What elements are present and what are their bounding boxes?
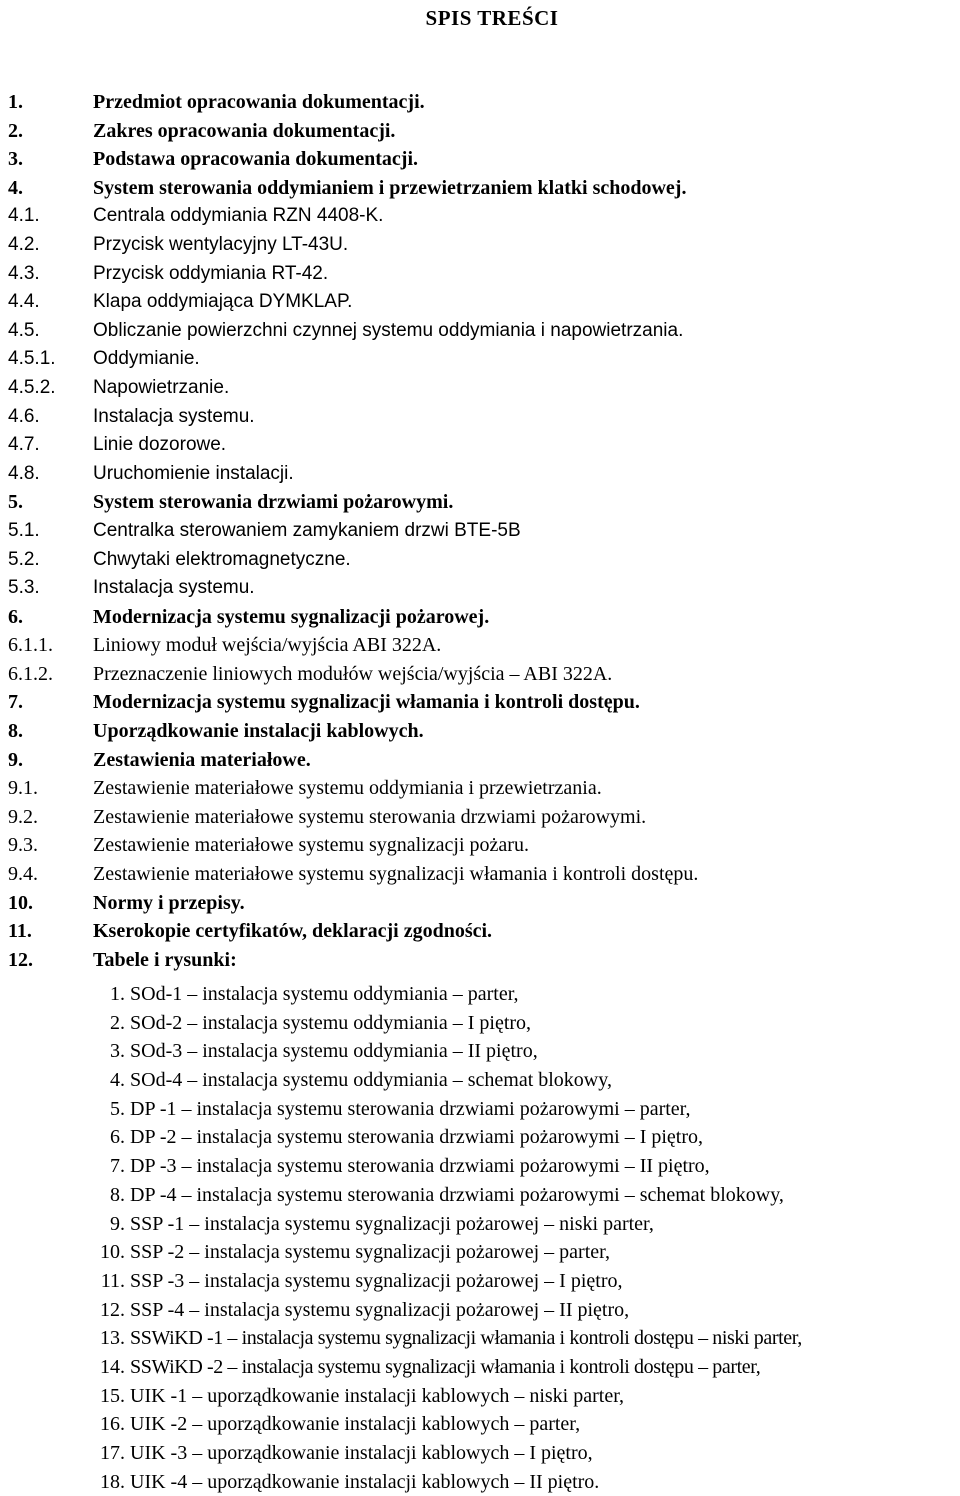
toc-entry [0, 174, 960, 203]
drawing-item [0, 980, 960, 1009]
toc-entry-number: 4.5. [8, 319, 40, 341]
toc-entry-title: Instalacja systemu. [93, 577, 255, 599]
toc-entry [0, 831, 960, 860]
drawing-item [0, 1009, 960, 1038]
toc-entry-title: Oddymianie. [93, 348, 200, 370]
drawing-item [0, 1037, 960, 1066]
toc-entry-title: Obliczanie powierzchni czynnej systemu oddymiania i napowietrzania. [93, 319, 684, 341]
toc-entry-title: Modernizacja systemu sygnalizacji pożarowej. [93, 605, 490, 628]
toc-entry-title: Centrala oddymiania RZN 4408-K. [93, 205, 384, 227]
toc-entry-number: 5.3. [8, 577, 40, 599]
toc-entry-title: Podstawa opracowania dokumentacji. [93, 148, 419, 171]
toc-entry-number: 5.1. [8, 519, 40, 541]
toc-entry [0, 88, 960, 117]
drawing-item [0, 1095, 960, 1124]
toc-entry [0, 746, 960, 775]
toc-entry-title: Zestawienie materiałowe systemu sygnalizacji włamania i kontroli dostępu. [93, 863, 699, 886]
drawing-item-number: 15. [100, 1384, 125, 1407]
drawing-item [0, 1152, 960, 1181]
drawing-item-number: 6. [110, 1126, 125, 1149]
toc-entry-title: System sterowania drzwiami pożarowymi. [93, 491, 454, 514]
toc-entry-title: Przycisk oddymiania RT-42. [93, 262, 329, 284]
toc-entry [0, 288, 960, 317]
drawing-item-number: 12. [100, 1298, 125, 1321]
toc-entry [0, 517, 960, 546]
drawing-item-title: SOd-3 – instalacja systemu oddymiania – II piętro, [130, 1040, 538, 1063]
toc-entry [0, 117, 960, 146]
drawing-item [0, 1468, 960, 1496]
toc-entry [0, 317, 960, 346]
toc-entry-number: 4. [8, 176, 23, 199]
drawing-item-number: 7. [110, 1155, 125, 1178]
toc-entry [0, 631, 960, 660]
drawing-item [0, 1210, 960, 1239]
toc-entry-title: Przedmiot opracowania dokumentacji. [93, 91, 425, 113]
toc-entry-title: Zestawienie materiałowe systemu sterowania drzwiami pożarowymi. [93, 805, 647, 828]
toc-entry-title: Centralka sterowaniem zamykaniem drzwi BTE-5B [93, 519, 521, 541]
drawing-item [0, 1296, 960, 1325]
drawing-item [0, 1410, 960, 1439]
toc-entry [0, 889, 960, 918]
toc-entry [0, 860, 960, 889]
toc-entry-number: 4.7. [8, 434, 40, 456]
drawing-item-title: SSP -4 – instalacja systemu sygnalizacji pożarowej – II piętro, [130, 1298, 630, 1321]
toc-entry-title: Uruchomienie instalacji. [93, 462, 294, 484]
toc-entry-number: 4.6. [8, 405, 40, 427]
toc-entry-number: 8. [8, 720, 23, 743]
toc-entry-title: Przycisk wentylacyjny LT-43U. [93, 233, 349, 255]
drawing-item-number: 17. [100, 1442, 125, 1464]
toc-entry-number: 6.1.2. [8, 662, 53, 685]
table-of-contents [0, 88, 960, 974]
drawing-item-number: 10. [100, 1241, 125, 1264]
toc-entry [0, 431, 960, 460]
toc-entry-number: 6. [8, 605, 23, 628]
toc-entry-title: Uporządkowanie instalacji kablowych. [93, 720, 424, 743]
drawing-item-title: SOd-4 – instalacja systemu oddymiania – schemat blokowy, [130, 1069, 612, 1092]
toc-entry-number: 4.4. [8, 291, 40, 313]
toc-entry [0, 231, 960, 260]
drawing-item-title: DP -1 – instalacja systemu sterowania drzwiami pożarowymi – parter, [130, 1097, 691, 1120]
toc-entry-title: Klapa oddymiająca DYMKLAP. [93, 291, 353, 313]
toc-entry [0, 145, 960, 174]
drawing-item-number: 16. [100, 1413, 125, 1436]
toc-entry [0, 917, 960, 946]
toc-entry-title: Zestawienie materiałowe systemu sygnalizacji pożaru. [93, 834, 529, 857]
toc-entry-title: System sterowania oddymianiem i przewietrzaniem klatki schodowej. [93, 176, 687, 199]
toc-entry [0, 403, 960, 432]
toc-entry-number: 3. [8, 148, 23, 171]
toc-entry [0, 374, 960, 403]
drawing-item-number: 18. [100, 1470, 125, 1493]
toc-entry-title: Przeznaczenie liniowych modułów wejścia/wyjścia – ABI 322A. [93, 662, 613, 685]
toc-entry-number: 4.3. [8, 262, 40, 284]
toc-entry-number: 5. [8, 491, 23, 514]
drawing-item-number: 11. [100, 1269, 125, 1292]
toc-entry [0, 803, 960, 832]
drawing-item [0, 1382, 960, 1411]
drawing-item-title: DP -3 – instalacja systemu sterowania drzwiami pożarowymi – II piętro, [130, 1155, 710, 1178]
toc-entry-number: 11. [8, 920, 32, 943]
toc-entry [0, 946, 960, 975]
toc-entry [0, 688, 960, 717]
toc-entry-title: Modernizacja systemu sygnalizacji włamania i kontroli dostępu. [93, 691, 640, 714]
drawing-item-number: 1. [110, 983, 125, 1005]
toc-entry-number: 9.1. [8, 777, 38, 800]
drawing-item-title: SSP -3 – instalacja systemu sygnalizacji pożarowej – I piętro, [130, 1269, 623, 1292]
toc-entry-number: 9. [8, 748, 23, 771]
toc-entry-number: 9.4. [8, 863, 38, 886]
toc-entry-title: Kserokopie certyfikatów, deklaracji zgodności. [93, 920, 493, 943]
drawing-item-title: DP -2 – instalacja systemu sterowania drzwiami pożarowymi – I piętro, [130, 1126, 703, 1149]
toc-entry-title: Zestawienie materiałowe systemu oddymiania i przewietrzania. [93, 777, 602, 800]
toc-entry-title: Linie dozorowe. [93, 434, 227, 456]
drawing-item [0, 1353, 960, 1382]
toc-entry-title: Chwytaki elektromagnetyczne. [93, 548, 351, 570]
toc-entry-number: 2. [8, 119, 23, 142]
drawing-item-number: 4. [110, 1069, 125, 1092]
drawing-item-title: UIK -2 – uporządkowanie instalacji kablowych – parter, [130, 1413, 581, 1436]
drawing-item-number: 3. [110, 1040, 125, 1063]
toc-entry-title: Zakres opracowania dokumentacji. [93, 119, 396, 142]
toc-entry-title: Napowietrzanie. [93, 376, 230, 398]
toc-entry [0, 774, 960, 803]
toc-entry-number: 7. [8, 691, 23, 714]
toc-entry-number: 4.8. [8, 462, 40, 484]
drawing-item [0, 1181, 960, 1210]
drawing-item-title: DP -4 – instalacja systemu sterowania drzwiami pożarowymi – schemat blokowy, [130, 1183, 784, 1206]
toc-entry [0, 717, 960, 746]
toc-entry [0, 660, 960, 689]
toc-entry-title: Normy i przepisy. [93, 891, 245, 914]
toc-entry-title: Instalacja systemu. [93, 405, 255, 427]
drawing-item [0, 1324, 960, 1353]
toc-entry-number: 9.2. [8, 805, 38, 828]
drawing-item-title: SSWiKD -2 – instalacja systemu sygnalizacji włamania i kontroli dostępu – parter, [130, 1355, 761, 1378]
toc-entry-number: 4.5.2. [8, 376, 56, 398]
toc-entry [0, 574, 960, 603]
drawing-item-number: 5. [110, 1097, 125, 1120]
drawing-item-title: SSP -1 – instalacja systemu sygnalizacji pożarowej – niski parter, [130, 1212, 654, 1235]
drawing-item-title: SSWiKD -1 – instalacja systemu sygnalizacji włamania i kontroli dostępu – niski parter, [130, 1327, 802, 1350]
drawing-item [0, 1238, 960, 1267]
drawing-item-number: 14. [100, 1355, 125, 1378]
toc-entry [0, 460, 960, 489]
drawing-item-number: 9. [110, 1212, 125, 1235]
drawing-item-number: 13. [100, 1327, 125, 1350]
toc-entry-number: 1. [8, 91, 23, 113]
toc-entry-title: Liniowy moduł wejścia/wyjścia ABI 322A. [93, 634, 442, 657]
toc-entry-title: Zestawienia materiałowe. [93, 748, 311, 771]
toc-entry [0, 202, 960, 231]
toc-entry [0, 546, 960, 575]
toc-entry [0, 260, 960, 289]
drawing-item-title: UIK -3 – uporządkowanie instalacji kablowych – I piętro, [130, 1442, 593, 1464]
drawing-item-title: UIK -4 – uporządkowanie instalacji kablowych – II piętro. [130, 1470, 600, 1493]
drawing-item-title: SOd-2 – instalacja systemu oddymiania – I piętro, [130, 1011, 532, 1034]
toc-entry [0, 603, 960, 632]
toc-entry-title: Tabele i rysunki: [93, 948, 237, 971]
toc-entry-number: 10. [8, 891, 33, 914]
drawing-item [0, 1066, 960, 1095]
drawings-list [0, 980, 960, 1496]
drawing-item-title: SOd-1 – instalacja systemu oddymiania – parter, [130, 983, 519, 1005]
drawing-item-title: SSP -2 – instalacja systemu sygnalizacji pożarowej – parter, [130, 1241, 610, 1264]
drawing-item [0, 1439, 960, 1468]
toc-entry-number: 4.1. [8, 205, 40, 227]
drawing-item-number: 8. [110, 1183, 125, 1206]
toc-entry-number: 6.1.1. [8, 634, 53, 657]
drawing-item [0, 1123, 960, 1152]
toc-entry [0, 345, 960, 374]
toc-entry-number: 4.5.1. [8, 348, 56, 370]
drawing-item [0, 1267, 960, 1296]
toc-entry-number: 5.2. [8, 548, 40, 570]
toc-entry [0, 488, 960, 517]
toc-entry-number: 9.3. [8, 834, 38, 857]
drawing-item-number: 2. [110, 1011, 125, 1034]
page-title: SPIS TREŚCI [425, 6, 559, 30]
toc-entry-number: 12. [8, 948, 33, 971]
toc-entry-number: 4.2. [8, 233, 40, 255]
drawing-item-title: UIK -1 – uporządkowanie instalacji kablowych – niski parter, [130, 1384, 625, 1407]
